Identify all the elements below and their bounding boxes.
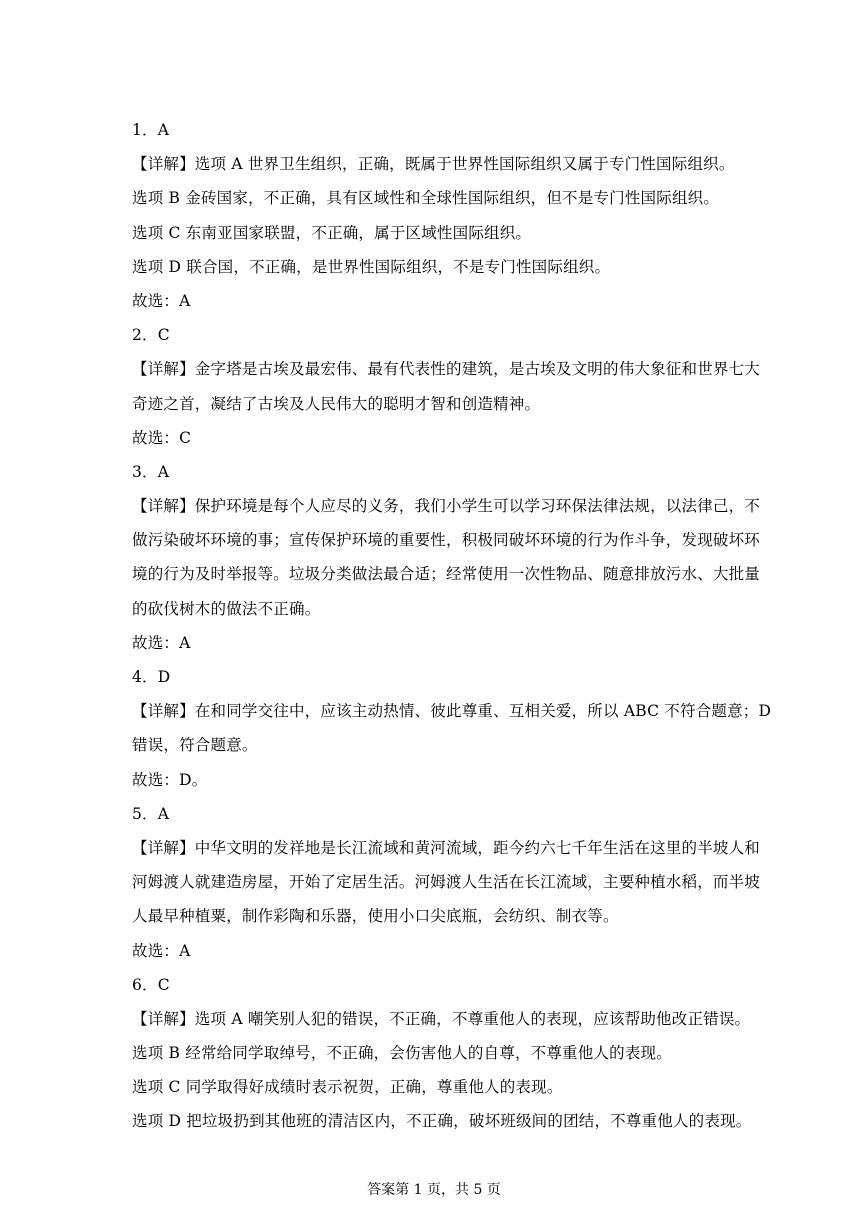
answer-6-explanation-line: 【详解】选项 A 嘲笑别人犯的错误，不正确，不尊重他人的表现，应该帮助他改正错误。 [132,1009,751,1028]
answer-1-explanation-line: 选项 D 联合国，不正确，是世界性国际组织，不是专门性国际组织。 [132,257,611,276]
answer-5-number: 5．A [132,804,170,823]
answer-2-choice: 故选：C [132,428,192,447]
answer-1-number: 1．A [132,121,170,139]
answer-4-explanation-line: 错误，符合题意。 [132,736,258,755]
answer-4-number: 4．D [132,668,171,686]
answer-1-explanation-line: 选项 B 金砖国家，不正确，具有区域性和全球性国际组织，但不是专门性国际组织。 [132,189,720,208]
answer-6-explanation-line: 选项 D 把垃圾扔到其他班的清洁区内，不正确，破坏班级间的团结，不尊重他人的表现。 [132,1112,752,1131]
page-footer: 答案第 1 页，共 5 页 [367,1182,501,1198]
answer-5-choice: 故选：A [132,941,191,960]
answer-1-explanation-line: 选项 C 东南亚国家联盟，不正确，属于区域性国际组织。 [132,223,532,242]
answer-3-choice: 故选：A [132,633,191,652]
answer-2-explanation-line: 【详解】金字塔是古埃及最宏伟、最有代表性的建筑，是古埃及文明的伟大象征和世界七大 [132,360,761,379]
answer-2-explanation-line: 奇迹之首，凝结了古埃及人民伟大的聪明才智和创造精神。 [132,394,541,413]
answer-3-number: 3．A [132,462,170,481]
answer-6-number: 6．C [132,975,170,994]
answer-2-number: 2．C [132,326,170,345]
answer-3-explanation-line: 做污染破坏环境的事；宣传保护环境的重要性，积极同破坏环境的行为作斗争，发现破坏环 [132,531,761,550]
answer-3-explanation-line: 【详解】保护环境是每个人应尽的义务，我们小学生可以学习环保法律法规，以法律己，不 [132,497,761,516]
answer-1-explanation-line: 【详解】选项 A 世界卫生组织，正确，既属于世界性国际组织又属于专门性国际组织。 [132,155,735,174]
answer-3-explanation-line: 的砍伐树木的做法不正确。 [132,599,321,618]
answer-5-explanation-line: 人最早种植粟，制作彩陶和乐器，使用小口尖底瓶，会纺织、制衣等。 [132,907,619,926]
answer-6-explanation-line: 选项 C 同学取得好成绩时表示祝贺，正确，尊重他人的表现。 [132,1078,563,1097]
answer-4-choice: 故选：D。 [132,770,208,789]
answer-content [132,113,772,1139]
answer-3-explanation-line: 境的行为及时举报等。垃圾分类做法最合适；经常使用一次性物品、随意排放污水、大批量 [132,565,761,584]
answer-6-explanation-line: 选项 B 经常给同学取绰号，不正确，会伤害他人的自尊，不尊重他人的表现。 [132,1044,672,1063]
answer-4-explanation-line: 【详解】在和同学交往中，应该主动热情、彼此尊重、互相关爱，所以 ABC 不符合题意；D [132,702,772,721]
answer-5-explanation-line: 河姆渡人就建造房屋，开始了定居生活。河姆渡人生活在长江流域，主要种植水稻，而半坡 [132,873,761,892]
answer-5-explanation-line: 【详解】中华文明的发祥地是长江流域和黄河流域，距今约六七千年生活在这里的半坡人和 [132,838,761,857]
answer-1-choice: 故选：A [132,291,191,310]
